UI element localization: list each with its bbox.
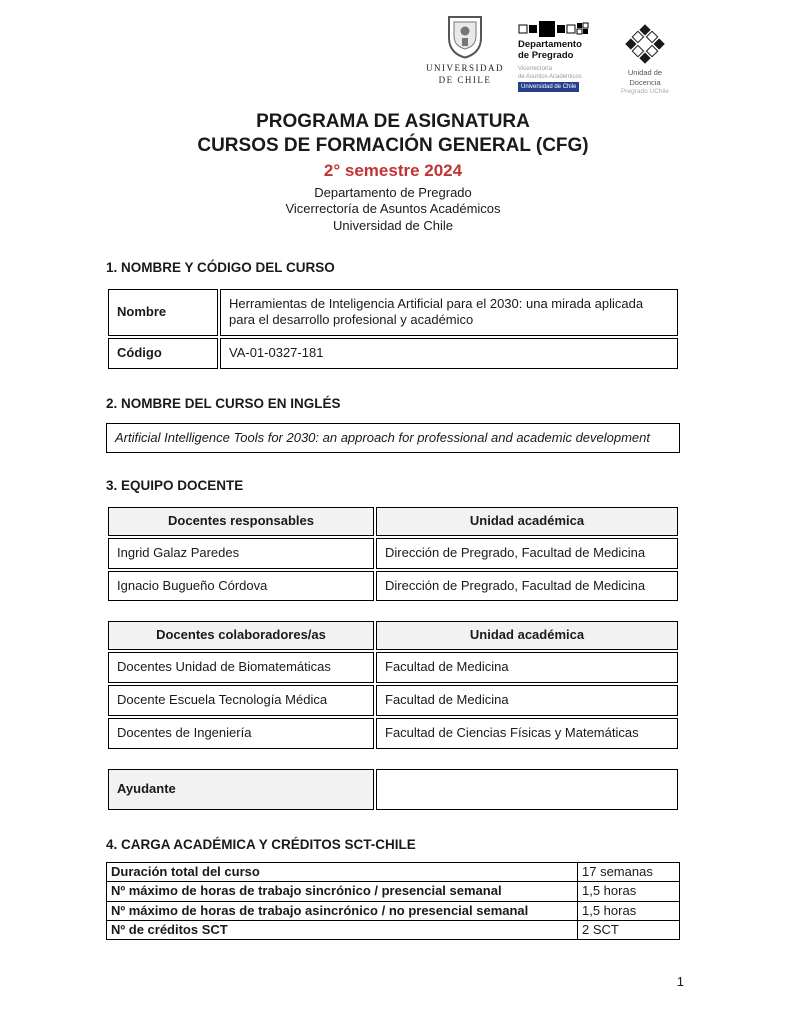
uchile-logo [426,14,504,86]
responsible-teachers-table [106,505,680,604]
collaborator-name: Docentes de Ingeniería [108,718,374,749]
academic-load-table [106,862,680,940]
assistant-label: Ayudante [108,769,374,810]
uchile-logo-line2: DE CHILE [438,74,492,85]
assistant-row [108,769,678,810]
collaborators-header-unidad: Unidad académica [376,621,678,650]
pregrado-pattern-icon [518,21,590,37]
collaborators-header-docentes: Docentes colaboradores/as [108,621,374,650]
load-row-label: Nº de créditos SCT [107,920,578,939]
table-row [108,685,678,716]
section-2-heading: 2. NOMBRE DEL CURSO EN INGLÉS [106,396,341,412]
teacher-unit: Dirección de Pregrado, Facultad de Medicina [376,538,678,569]
page-content [0,110,800,940]
pregrado-logo-sub3: Universidad de Chile [518,82,579,92]
pregrado-logo-sub2: de Asuntos Académicos [518,73,582,80]
table-row [107,901,680,920]
vicerrectoria-line: Vicerrectoría de Asuntos Académicos [285,201,501,217]
load-row-label: Nº máximo de horas de trabajo asincrónico / no presencial semanal [107,901,578,920]
pregrado-logo [518,14,598,92]
semester-subtitle: 2° semestre 2024 [323,160,463,180]
course-name-label: Nombre [108,289,218,337]
page-number: 1 [676,974,684,989]
document-title-line2: CURSOS DE FORMACIÓN GENERAL (CFG) [197,135,589,157]
collaborator-unit: Facultad de Ciencias Físicas y Matemáticas [376,718,678,749]
course-code-row [108,338,678,369]
assistant-value [376,769,678,810]
pregrado-logo-title [518,40,582,62]
table-row [108,538,678,569]
header-logos [0,0,800,104]
pregrado-logo-subtext [518,65,582,92]
course-code-value: VA-01-0327-181 [220,338,678,369]
section-1-heading: 1. NOMBRE Y CÓDIGO DEL CURSO [106,259,335,275]
load-row-label: Duración total del curso [107,863,578,882]
collaborator-name: Docentes Unidad de Biomatemáticas [108,652,374,683]
uchile-logo-line1: UNIVERSIDAD [426,63,504,73]
department-line: Departamento de Pregrado [314,184,472,200]
table-row [108,571,678,602]
collaborator-name: Docente Escuela Tecnología Médica [108,685,374,716]
course-name-value: Herramientas de Inteligencia Artificial para el 2030: una mirada aplicada para el desarrollo profesional y académico [220,289,678,337]
uchile-logo-text [426,63,504,86]
pregrado-logo-sub1: Vicerrectoría [518,65,552,72]
collaborators-header-row [108,621,678,650]
teacher-name: Ignacio Bugueño Córdova [108,571,374,602]
course-name-code-table [106,287,680,372]
course-code-label: Código [108,338,218,369]
docencia-logo [612,14,678,96]
table-row [108,718,678,749]
collaborating-teachers-table [106,619,680,751]
load-row-label: Nº máximo de horas de trabajo sincrónico / presencial semanal [107,882,578,901]
docencia-logo-text [612,68,678,96]
load-row-value: 1,5 horas [578,882,680,901]
load-row-value: 1,5 horas [578,901,680,920]
uchile-crest-icon [445,14,485,60]
responsible-header-unidad: Unidad académica [376,507,678,536]
document-title-line1: PROGRAMA DE ASIGNATURA [256,111,530,132]
assistant-table [106,767,680,812]
docencia-logo-line1: Unidad de Docencia [627,68,663,87]
table-row [107,863,680,882]
table-row [108,652,678,683]
section-3-heading: 3. EQUIPO DOCENTE [106,477,244,493]
table-row [107,920,680,939]
table-row [107,882,680,901]
collaborator-unit: Facultad de Medicina [376,652,678,683]
load-row-value: 17 semanas [578,863,680,882]
collaborator-unit: Facultad de Medicina [376,685,678,716]
course-name-row [108,289,678,337]
teacher-unit: Dirección de Pregrado, Facultad de Medicina [376,571,678,602]
title-block [106,110,680,235]
english-course-name-box: Artificial Intelligence Tools for 2030: an approach for professional and academic development [106,423,680,453]
docencia-logo-line2: Pregrado UChile [620,87,670,95]
pregrado-logo-line1: Departamento [518,39,582,50]
docencia-pattern-icon [623,24,667,64]
responsible-header-row [108,507,678,536]
teacher-name: Ingrid Galaz Paredes [108,538,374,569]
pregrado-logo-line2: de Pregrado [518,49,574,61]
responsible-header-docentes: Docentes responsables [108,507,374,536]
university-line: Universidad de Chile [333,217,453,233]
load-row-value: 2 SCT [578,920,680,939]
section-4-heading: 4. CARGA ACADÉMICA Y CRÉDITOS SCT-CHILE [106,837,416,853]
